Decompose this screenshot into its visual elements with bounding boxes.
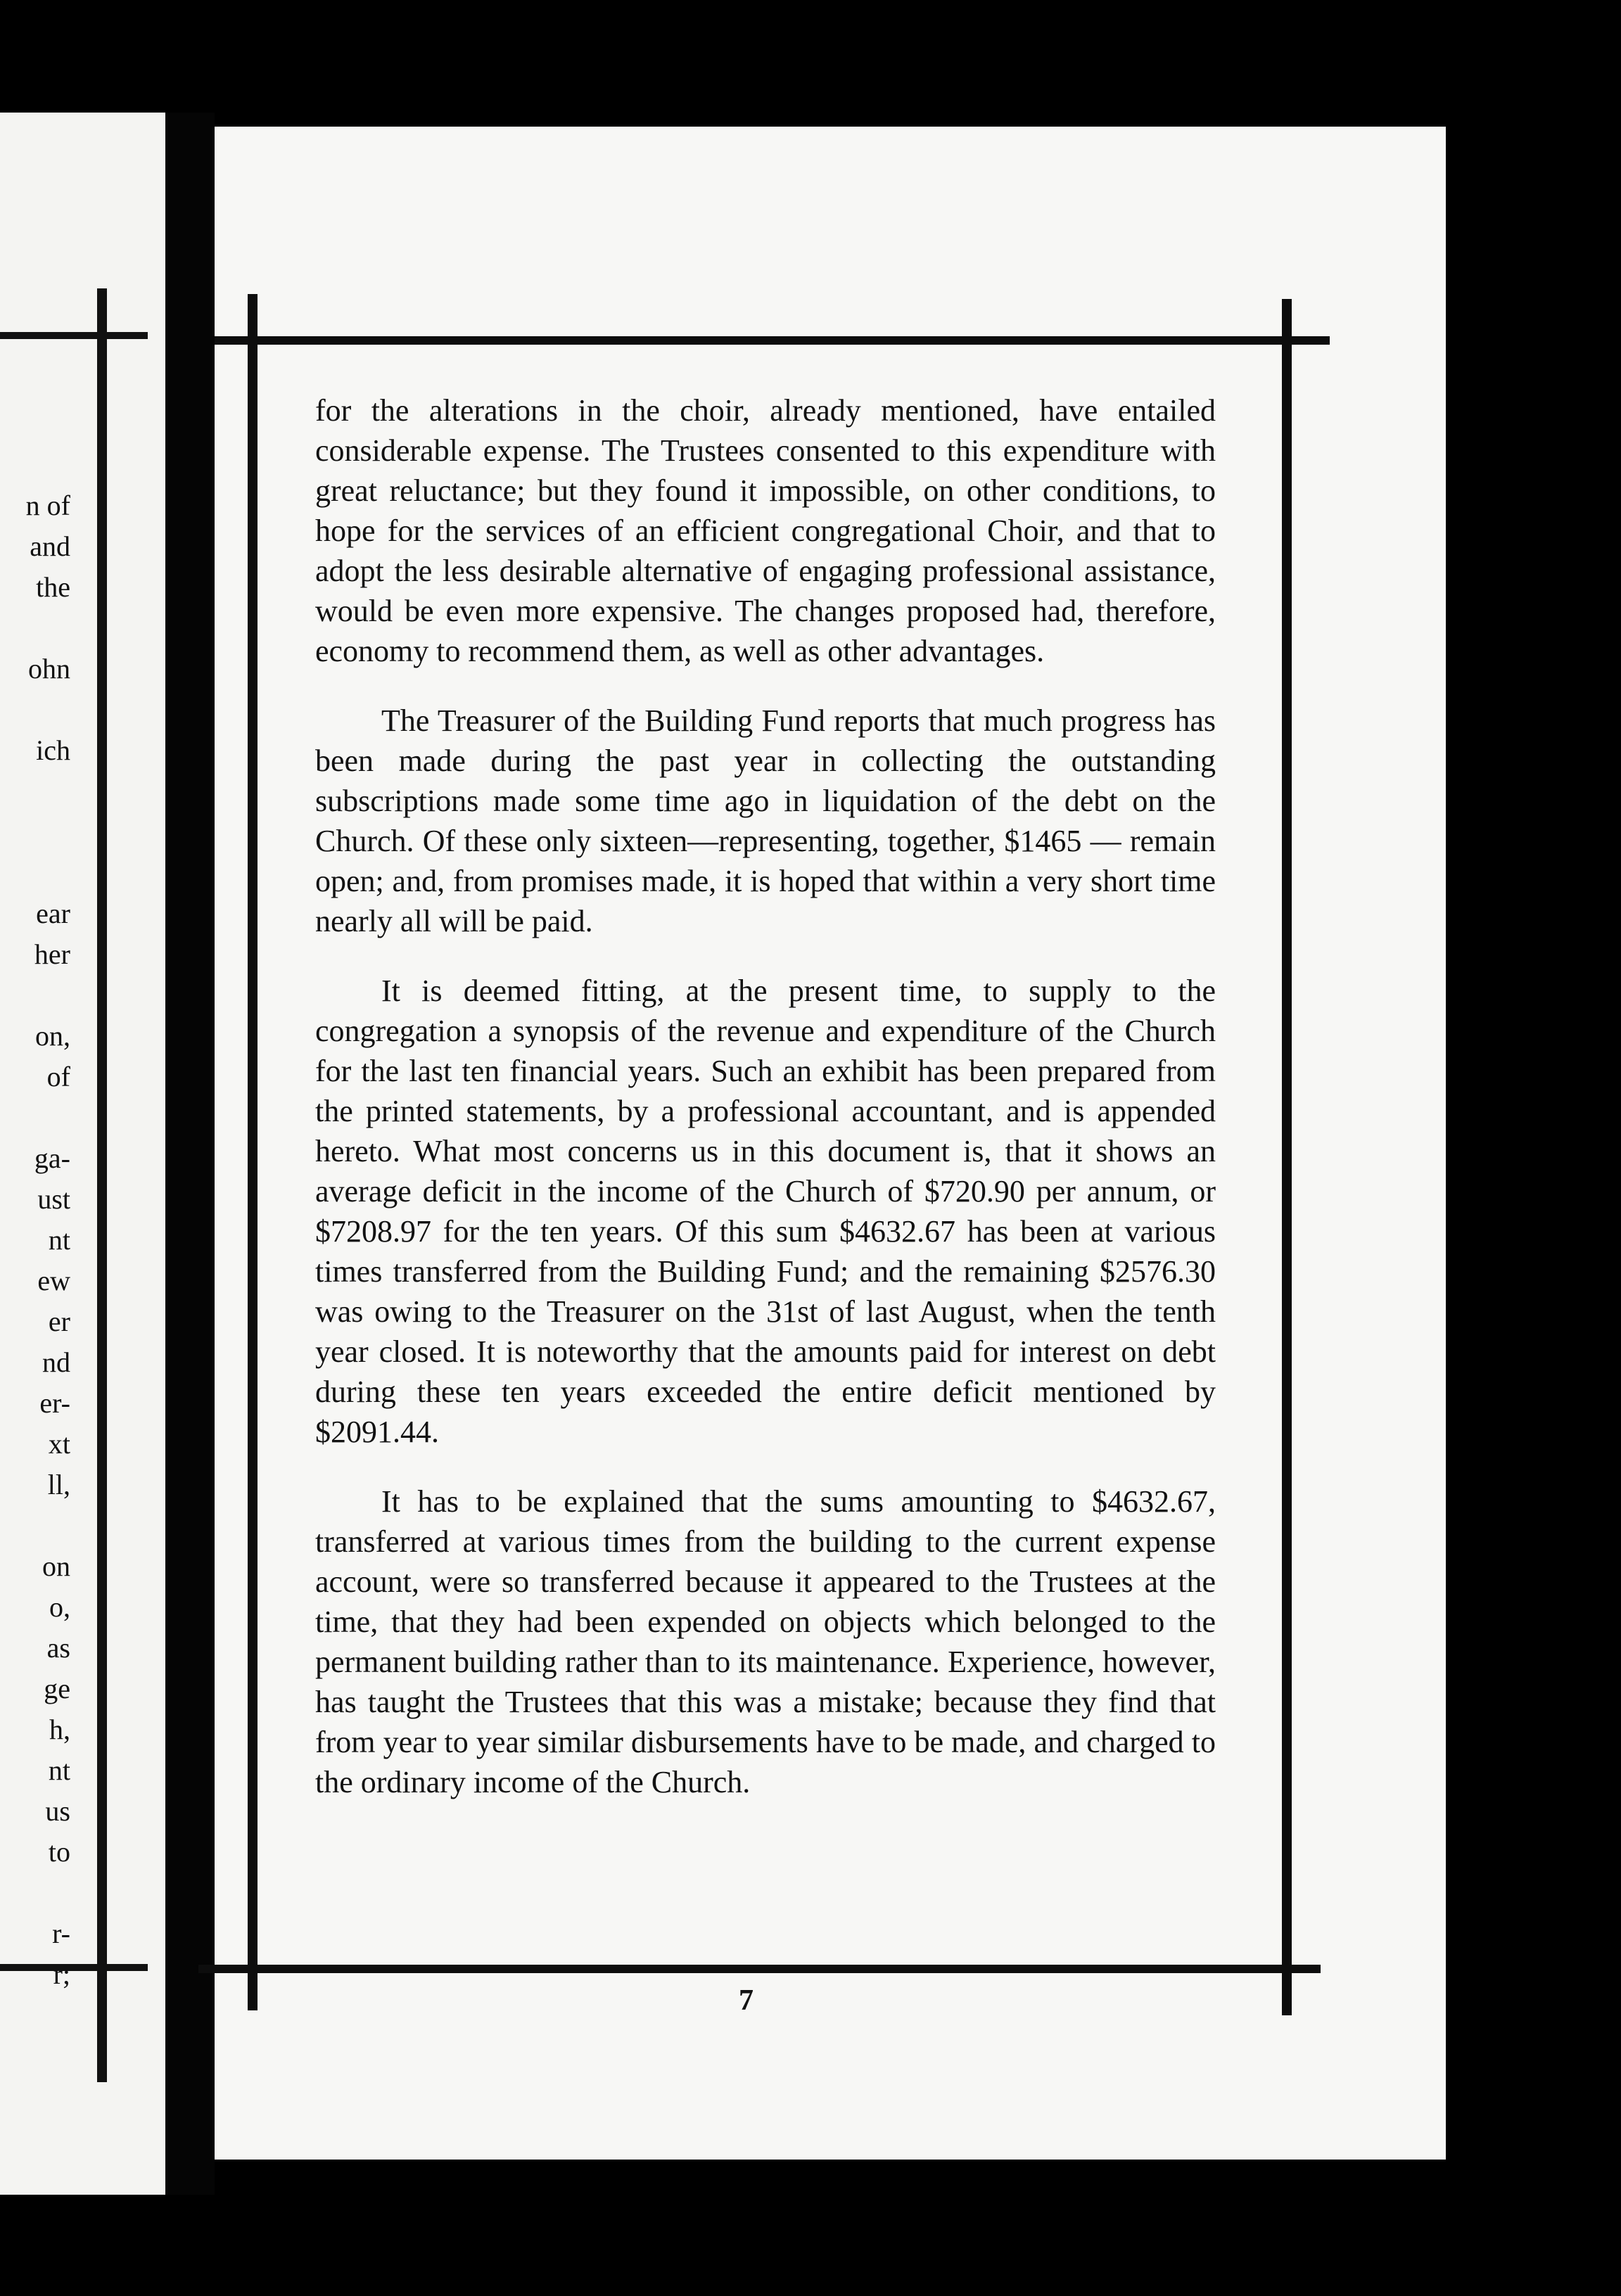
left-fragment-line: xt	[48, 1428, 70, 1460]
left-fragment-line: on	[42, 1550, 70, 1582]
left-fragment-line: ear	[36, 898, 70, 929]
page-gutter	[165, 113, 215, 2195]
left-page-border-line	[97, 288, 107, 2082]
left-fragment-line: nt	[48, 1754, 70, 1786]
left-fragment-line	[0, 771, 70, 812]
paragraph-2: The Treasurer of the Building Fund reports that much progress has been made during the past year in collecting the outstanding subscriptions made some time ago in liquidation of the debt on the Church. Of these only sixteen—representing, together, $1465 — remain open; and, from promises made, it is hoped that within a very short time nearly all will be paid.	[315, 703, 1216, 938]
left-fragment-line: ich	[36, 734, 70, 766]
left-fragment-line: to	[48, 1836, 70, 1868]
left-fragment-line: ge	[44, 1673, 70, 1704]
left-fragment-line: the	[36, 571, 70, 603]
left-page-top-rule	[0, 332, 148, 339]
left-fragment-line	[0, 608, 70, 649]
left-fragment-line: ew	[37, 1265, 70, 1296]
left-fragment-line: nd	[42, 1346, 70, 1378]
left-fragment-line: her	[34, 938, 70, 970]
left-fragment-line	[0, 853, 70, 893]
left-fragment-line	[0, 1097, 70, 1138]
left-fragment-line	[0, 689, 70, 730]
frame-top-rule	[215, 336, 1330, 345]
left-fragment-line: nt	[48, 1224, 70, 1256]
left-fragment-line	[0, 812, 70, 853]
frame-left-rule	[248, 294, 258, 2010]
left-fragment-line: as	[46, 1632, 70, 1664]
left-fragment-line	[0, 1505, 70, 1546]
paragraph-4: It has to be explained that the sums amounting to $4632.67, transferred at various times from the building to the current expense account, were so transferred because it appeared to the Trustees at the time, that they had been expended on objects which belonged to the permanent building rather than to its maintenance. Experience, however, has taught the Trustees that this was a mistake; because they find that from year to year similar disbursements have to be made, and charged to the ordinary income of the Church.	[315, 1484, 1216, 1799]
left-fragment-line: er-	[39, 1387, 70, 1419]
left-fragment-line: us	[45, 1795, 70, 1827]
body-text	[315, 390, 1216, 1832]
left-fragment-line: er	[48, 1306, 70, 1337]
left-fragment-line: n of	[25, 490, 70, 521]
left-fragment-line	[0, 1873, 70, 1913]
paragraph-1: for the alterations in the choir, already mentioned, have entailed considerable expense. The Trustees consented to this expenditure with great reluctance; but they found it impossible, on other conditions, to hope for the services of an efficient congregational Choir, and that to adopt the less desirable alternative of engaging professional assistance, would be even more expensive. The changes proposed had, therefore, economy to recommend them, as well as other advantages.	[315, 393, 1216, 668]
left-fragment-line: r;	[53, 1958, 70, 1990]
left-fragment-line: o,	[49, 1591, 70, 1623]
frame-right-rule	[1282, 299, 1292, 2015]
frame-bottom-rule	[198, 1965, 1321, 1973]
left-fragment-line: r-	[52, 1918, 70, 1949]
left-fragment-line	[0, 975, 70, 1016]
left-fragment-line: h,	[49, 1714, 70, 1745]
left-fragment-line: ll,	[47, 1469, 70, 1500]
left-fragment-line: of	[46, 1061, 70, 1092]
left-fragment-line: ga-	[34, 1142, 70, 1174]
left-fragment-line: ohn	[28, 653, 70, 684]
left-fragment-line: ust	[37, 1183, 70, 1215]
paragraph-3: It is deemed fitting, at the present time, to supply to the congregation a synopsis of the revenue and expenditure of the Church for the last ten financial years. Such an exhibit has been prepared from the printed statements, by a professional accountant, and is appended hereto. What most concerns us in this document is, that it shows an average deficit in the income of the Church of $720.90 per annum, or $7208.97 for the ten years. Of this sum $4632.67 has been at various times transferred from the Building Fund; and the remaining $2576.30 was owing to the Treasurer on the 31st of last August, when the tenth year closed. It is noteworthy that the amounts paid for interest on debt during these ten years exceeded the entire deficit mentioned by $2091.44.	[315, 974, 1216, 1449]
left-fragment-line: on,	[35, 1020, 70, 1052]
left-page-text-fragments	[0, 485, 70, 1995]
left-fragment-line: and	[30, 530, 70, 562]
page-number: 7	[739, 1984, 754, 2017]
previous-page-fragment	[0, 113, 165, 2195]
